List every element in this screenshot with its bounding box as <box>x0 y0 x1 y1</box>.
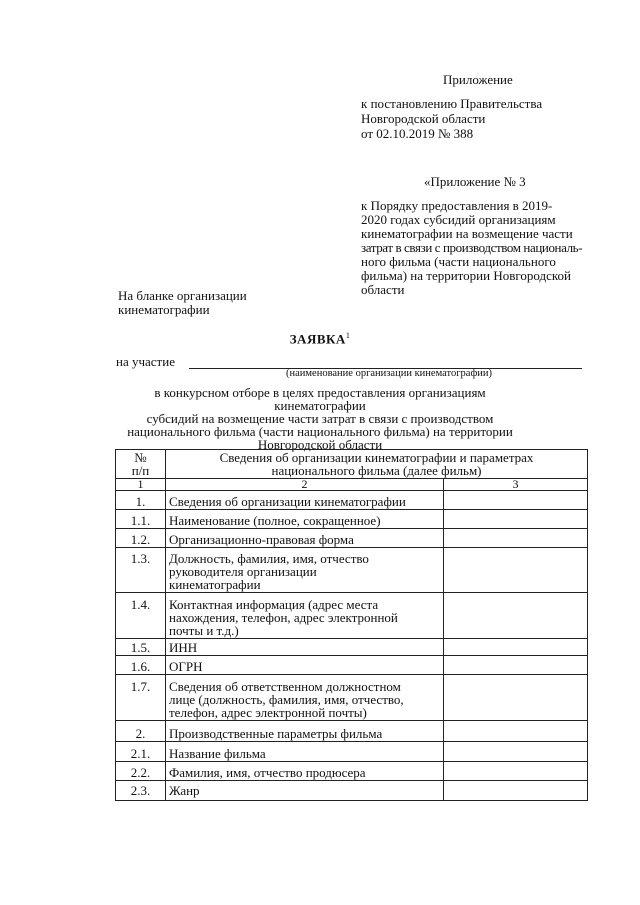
header-info-cell <box>166 450 588 479</box>
application-table <box>115 449 588 801</box>
row-number: 2.3. <box>116 781 166 801</box>
row-label <box>166 675 444 721</box>
row-label <box>166 781 444 801</box>
participation-hint: (наименование организации кинематографии) <box>286 368 492 379</box>
row-label-line: Сведения об ответственном должностном <box>169 679 401 694</box>
row-number: 1.1. <box>116 510 166 529</box>
row-label-line: нахождения, телефон, адрес электронной <box>169 610 398 625</box>
row-label-line: Должность, фамилия, имя, отчество <box>169 551 369 566</box>
header-info-line: Сведения об организации кинематографии и параметрах <box>219 450 534 465</box>
paragraph-line: в конкурсном отборе в целях предоставления организациям кинематографии <box>154 385 486 413</box>
row-value-cell[interactable] <box>444 548 588 593</box>
appendix-title: Приложение <box>443 72 513 87</box>
application-paragraph <box>108 386 532 451</box>
application-title <box>0 331 640 347</box>
table-row <box>116 491 588 510</box>
table-row <box>116 510 588 529</box>
header-num-line: п/п <box>131 463 150 478</box>
row-label-line: лице (должность, фамилия, имя, отчество, <box>169 692 404 707</box>
table-row <box>116 721 588 742</box>
row-label-line: Организационно-правовая форма <box>169 532 354 547</box>
row-value-cell[interactable] <box>444 762 588 781</box>
row-label <box>166 510 444 529</box>
appendix3-line: кинематографии на возмещение части <box>361 226 573 241</box>
row-number: 2.1. <box>116 742 166 762</box>
row-value-cell[interactable] <box>444 656 588 675</box>
participation-label: на участие <box>116 354 175 369</box>
row-value-cell[interactable] <box>444 721 588 742</box>
row-label <box>166 593 444 639</box>
row-label-line: Контактная информация (адрес места <box>169 597 379 612</box>
header-info-line: национального фильма (далее фильм) <box>271 463 482 478</box>
row-label-line: Производственные параметры фильма <box>169 726 383 741</box>
row-number: 1.3. <box>116 548 166 593</box>
letterhead-line: кинематографии <box>118 302 210 317</box>
row-value-cell[interactable] <box>444 491 588 510</box>
letterhead-line: На бланке организации <box>118 288 247 303</box>
letterhead-note <box>118 289 247 317</box>
appendix3-line: 2020 годах субсидий организациям <box>361 212 556 227</box>
paragraph-line: субсидий на возмещение части затрат в связи с производством <box>146 411 494 426</box>
index-cell: 3 <box>444 479 588 491</box>
row-label-line: ОГРН <box>169 659 203 674</box>
header-num-line: № <box>134 450 147 465</box>
row-number: 1.7. <box>116 675 166 721</box>
table-header-row <box>116 450 588 479</box>
table-row <box>116 639 588 656</box>
appendix-line: к постановлению Правительства <box>361 96 543 111</box>
row-label <box>166 491 444 510</box>
row-number: 1.4. <box>116 593 166 639</box>
appendix3-title: «Приложение № 3 <box>424 174 526 189</box>
paragraph-line: национального фильма (части национального фильма) на территории <box>127 424 513 439</box>
table-row <box>116 656 588 675</box>
row-value-cell[interactable] <box>444 639 588 656</box>
appendix3-line: фильма) на территории Новгородской <box>361 268 571 283</box>
table-row <box>116 675 588 721</box>
row-label <box>166 529 444 548</box>
row-label-line: телефон, адрес электронной почты) <box>169 705 367 720</box>
table-row <box>116 593 588 639</box>
index-cell: 1 <box>116 479 166 491</box>
row-label <box>166 762 444 781</box>
row-label-line: Фамилия, имя, отчество продюсера <box>169 765 366 780</box>
appendix3-line: области <box>361 282 405 297</box>
header-num-cell <box>116 450 166 479</box>
row-value-cell[interactable] <box>444 529 588 548</box>
row-value-cell[interactable] <box>444 675 588 721</box>
row-label <box>166 721 444 742</box>
row-number: 1.5. <box>116 639 166 656</box>
row-label <box>166 639 444 656</box>
table-row <box>116 742 588 762</box>
appendix-line: Новгородской области <box>361 111 486 126</box>
row-label-line: Название фильма <box>169 746 266 761</box>
table-index-row <box>116 479 588 491</box>
row-label-line: Сведения об организации кинематографии <box>169 494 406 509</box>
row-number: 1.2. <box>116 529 166 548</box>
row-label-line: ИНН <box>169 640 198 655</box>
footnote-mark: 1 <box>345 331 351 340</box>
appendix3-line: ного фильма (части национального <box>361 254 556 269</box>
application-title-text: ЗАЯВКА <box>289 331 346 347</box>
row-label-line: почты и т.д.) <box>169 623 239 638</box>
appendix3-text <box>361 199 601 297</box>
row-number: 1. <box>116 491 166 510</box>
row-label-line: Наименование (полное, сокращенное) <box>169 513 381 528</box>
row-value-cell[interactable] <box>444 742 588 762</box>
row-label <box>166 656 444 675</box>
row-number: 1.6. <box>116 656 166 675</box>
appendix3-line: затрат в связи с производством националь- <box>361 240 583 255</box>
paragraph-line: Новгородской области <box>257 437 383 452</box>
row-label <box>166 548 444 593</box>
row-label <box>166 742 444 762</box>
table-row <box>116 529 588 548</box>
row-label-line: кинематографии <box>169 577 261 592</box>
appendix3-line: к Порядку предоставления в 2019- <box>361 198 553 213</box>
row-label-line: руководителя организации <box>169 564 317 579</box>
table-row <box>116 781 588 801</box>
table-row <box>116 762 588 781</box>
table-row <box>116 548 588 593</box>
row-value-cell[interactable] <box>444 781 588 801</box>
row-number: 2. <box>116 721 166 742</box>
index-cell: 2 <box>166 479 444 491</box>
row-label-line: Жанр <box>169 783 200 798</box>
row-value-cell[interactable] <box>444 510 588 529</box>
appendix-line: от 02.10.2019 № 388 <box>361 126 474 141</box>
row-number: 2.2. <box>116 762 166 781</box>
row-value-cell[interactable] <box>444 593 588 639</box>
